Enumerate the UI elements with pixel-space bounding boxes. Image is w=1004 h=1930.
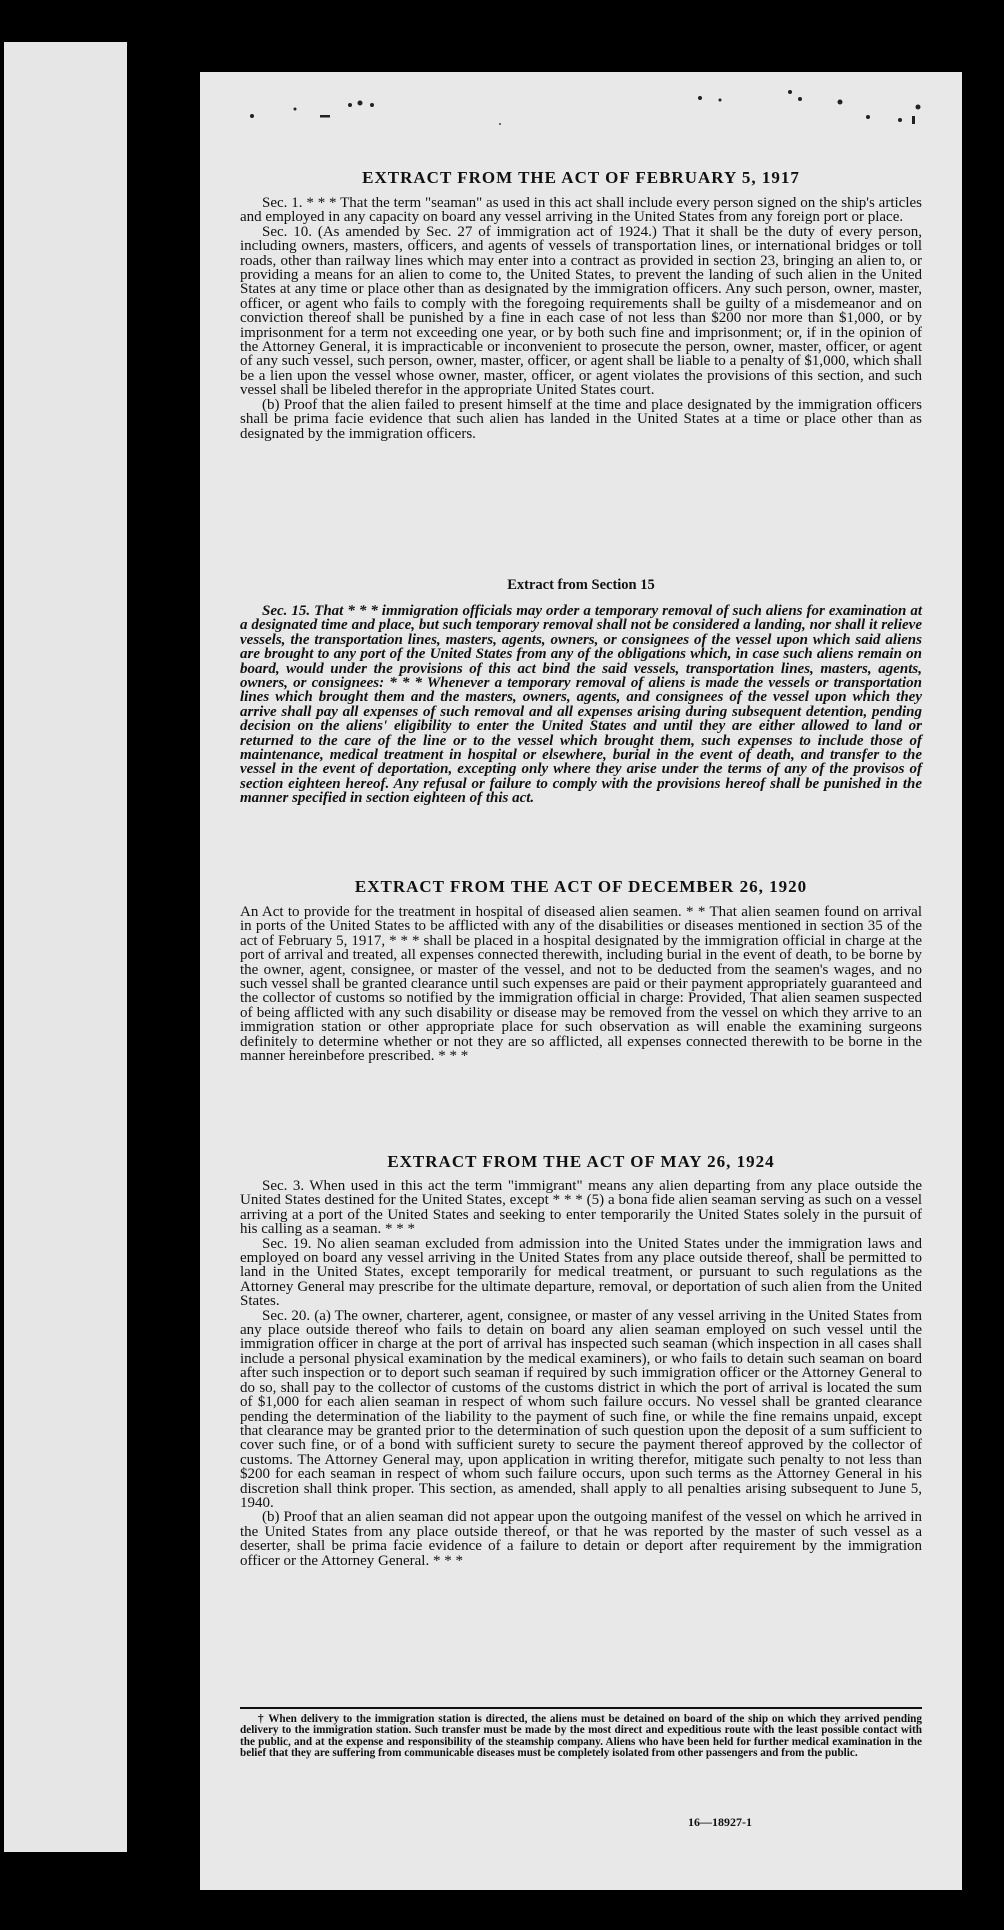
paragraph: (b) Proof that the alien failed to present himself at the time and place designated by the immigration officers shall be prima facie evidence that such alien has landed in the United States at a time or place other than as designated by the immigration officers. — [240, 396, 922, 442]
section-body-may-1924 — [240, 1179, 922, 1568]
section-body-sec-15 — [240, 604, 922, 806]
footnote: † When delivery to the immigration station is directed, the aliens must be detained on board of the ship on which they arrived pending delivery to the immigration station. Such transfer must be made by the most direct and expeditious route with the least possible contact with the public, and at the expense and responsibility of the steamship company. Aliens who have been held for further medical examination in the belief that they are suffering from communicable diseases must be completely isolated from other passengers and from the public. — [240, 1713, 922, 1760]
paragraph: Sec. 3. When used in this act the term "immigrant" means any alien departing from any place outside the United States destined for the United States, except * * * (5) a bona fide alien seaman serving as such on a vessel arriving at a port of the United States and seeking to enter temporarily the United States solely in the pursuit of his calling as a seaman. * * * — [240, 1178, 922, 1238]
section-heading-sec-15: Extract from Section 15 — [507, 577, 655, 593]
footnote-divider — [240, 1707, 922, 1709]
paragraph: Sec. 19. No alien seaman excluded from admission into the United States under the immigration laws and employed on board any vessel arriving in the United States from any place outside thereof, shall be permitted to land in the United States, except temporarily for medical treatment, or pursuant to such regulations as the Attorney General may prescribe for the ultimate departure, removal, or deportation of such alien from the United States. — [240, 1235, 922, 1310]
form-code: 16—18927-1 — [688, 1815, 752, 1829]
section-body-dec-1920 — [240, 905, 922, 1063]
paragraph: Sec. 15. That * * * immigration officials may order a temporary removal of such aliens for examination at a designated time and place, but such temporary removal shall not be considered a landing, nor shall it relieve vessels, the transportation lines, masters, agents, owners, or consignees of the vessel upon which said aliens are brought to any port of the United States from any of the obligations which, in case such aliens remain on board, would under the provisions of this act bind the said vessels, transportation lines, masters, agents, owners, or consignees: * * * Whenever a temporary removal of aliens is made the vessels or transportation lines which brought them and the masters, owners, agents, and consignees of the vessel upon which they arrive shall pay all expenses of such removal and all expenses arising during subsequent detention, pending decision on the aliens' eligibility to enter the United States and until they are either allowed to land or returned to the care of the line or to the vessel which brought them, such expenses to include those of maintenance, medical treatment in hospital or elsewhere, burial in the event of death, and transfer to the vessel in the event of deportation, excepting only where they arise under the terms of any of the provisos of section eighteen hereof. Any refusal or failure to comply with the provisions hereof shall be punished in the manner specified in section eighteen of this act. — [240, 603, 922, 807]
section-body-feb-1917 — [240, 196, 922, 441]
document-page — [200, 72, 962, 1890]
section-heading-may-1924: EXTRACT FROM THE ACT OF MAY 26, 1924 — [387, 1152, 775, 1171]
section-heading-dec-1920: EXTRACT FROM THE ACT OF DECEMBER 26, 1920 — [354, 877, 808, 896]
paragraph: Sec. 1. * * * That the term "seaman" as used in this act shall include every person signed on the ship's articles and employed in any capacity on board any vessel arriving in the United States from any foreign port or place. — [240, 195, 922, 226]
paragraph: (b) Proof that an alien seaman did not appear upon the outgoing manifest of the vessel on which he arrived in the United States from any place outside thereof, or that he was reported by the master of such vessel as a deserter, shall be prima facie evidence of a failure to detain or deport after requirement by the immigration officer or the Attorney General. * * * — [240, 1509, 922, 1569]
left-margin-strip — [4, 42, 127, 1852]
paragraph: An Act to provide for the treatment in hospital of diseased alien seamen. * * That alien seamen found on arrival in ports of the United States to be afflicted with any of the disabilities or diseases mentioned in section 35 of the act of February 5, 1917, * * * shall be placed in a hospital designated by the immigration official in charge at the port of arrival and treated, all expenses connected therewith, including burial in the event of death, to be borne by the owner, agent, consignee, or master of the vessel, and not to be deducted from the seamen's wages, and no such vessel shall be granted clearance until such expenses are paid or their payment appropriately guaranteed and the collector of customs so notified by the immigration official in charge: Provided, That alien seamen suspected of being afflicted with any such disability or disease may be removed from the vessel on which they arrive to an immigration station or other appropriate place for such observation as will enable the examining surgeons definitely to determine whether or not they are so afflicted, all expenses connected therewith to be borne in the manner hereinbefore prescribed. * * * — [240, 904, 922, 1065]
paragraph: Sec. 20. (a) The owner, charterer, agent, consignee, or master of any vessel arriving in the United States from any place outside thereof who fails to detain on board any alien seaman employed on such vessel until the immigration officer in charge at the port of arrival has inspected such seaman (which inspection in all cases shall include a personal physical examination by the medical examiners), or who fails to detain such seaman on board after such inspection or to deport such seaman if required by such immigration officer or the Attorney General to do so, shall pay to the collector of customs of the customs district in which the port of arrival is located the sum of $1,000 for each alien seaman in respect of whom such failure occurs. No vessel shall be granted clearance pending the determination of the liability to the payment of such fine, or while the fine remains unpaid, except that clearance may be granted prior to the determination of such question upon the deposit of a sum sufficient to cover such fine, or of a bond with sufficient surety to secure the payment thereof approved by the collector of customs. The Attorney General may, upon application in writing therefor, mitigate such penalty to not less than $200 for each seaman in respect of whom such failure occurs, upon such terms as the Attorney General in his discretion shall think proper. This section, as amended, shall apply to all penalties arising subsequent to June 5, 1940. — [240, 1307, 922, 1511]
scan-specks — [200, 72, 962, 142]
paragraph: Sec. 10. (As amended by Sec. 27 of immigration act of 1924.) That it shall be the duty of every person, including owners, masters, officers, and agents of vessels of transportation lines, or international bridges or toll roads, other than railway lines which may enter into a contract as provided in section 23, bringing an alien to, or providing a means for an alien to come to, the United States, to prevent the landing of such alien in the United States at any time or place other than as designated by the immigration officers. Any such person, owner, master, officer, or agent who fails to comply with the foregoing requirements shall be guilty of a misdemeanor and on conviction thereof shall be punished by a fine in each case of not less than $200 nor more than $1,000, or by imprisonment for a term not exceeding one year, or by both such fine and imprisonment; or, if in the opinion of the Attorney General, it is impracticable or inconvenient to prosecute the person, owner, master, officer, or agent of any such vessel, such person, owner, master, officer, or agent shall be liable to a penalty of $1,000, which shall be a lien upon the vessel whose owner, master, officer, or agent violates the provisions of this section, and such vessel shall be libeled therefor in the appropriate United States court. — [240, 223, 922, 399]
section-heading-feb-1917: EXTRACT FROM THE ACT OF FEBRUARY 5, 1917 — [362, 168, 800, 187]
